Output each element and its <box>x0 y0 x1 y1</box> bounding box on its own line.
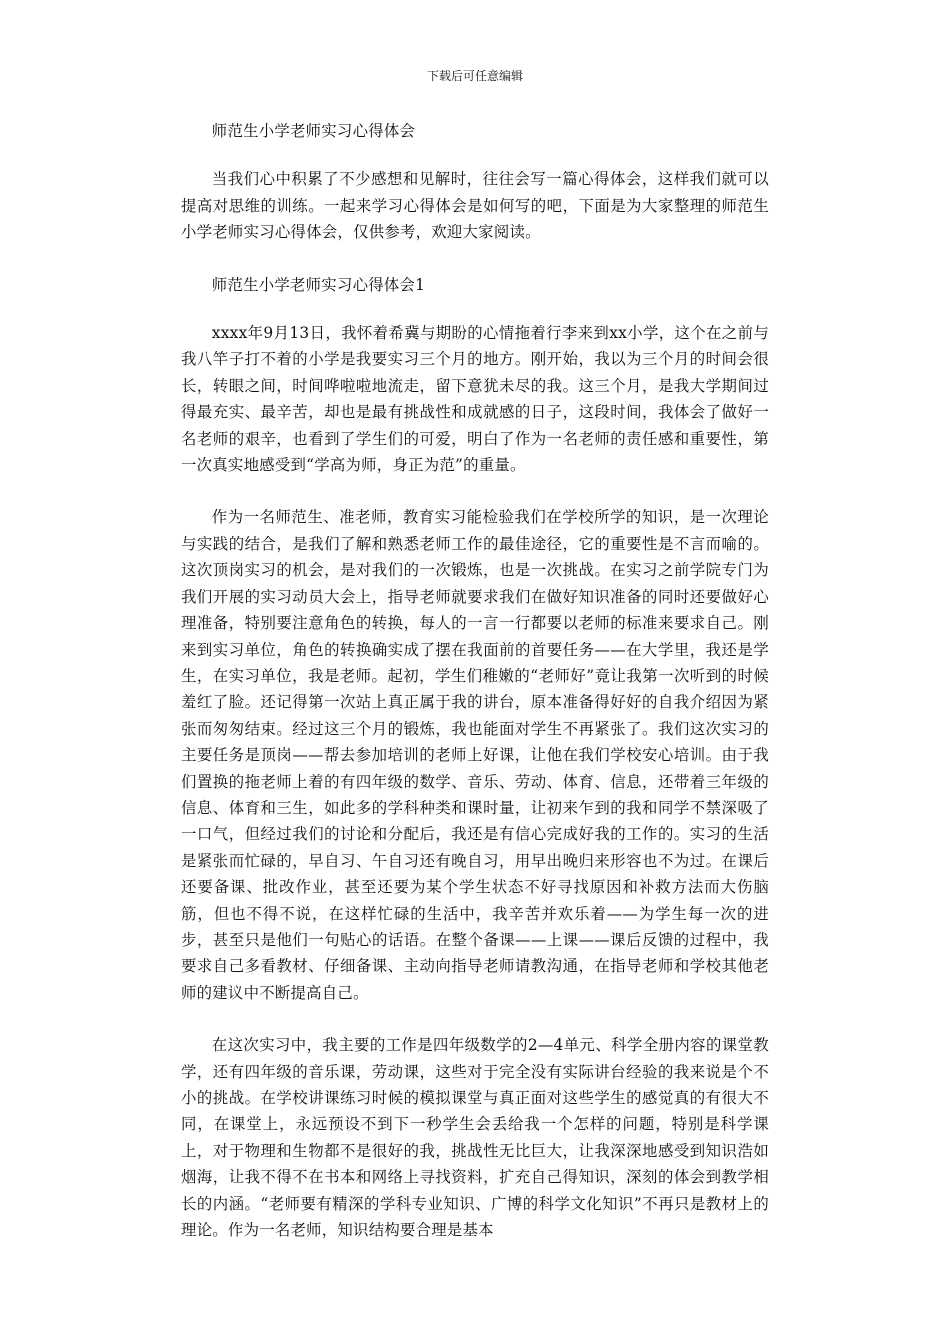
intro-paragraph: 当我们心中积累了不少感想和见解时，往往会写一篇心得体会，这样我们就可以提高对思维的训练。一起来学习心得体会是如何写的吧，下面是为大家整理的师范生小学老师实习心得体会，仅供参考，欢迎大家阅读。 <box>181 170 769 242</box>
document-body <box>181 118 769 1269</box>
page-header-note: 下载后可任意编辑 <box>426 69 523 83</box>
body-paragraph-1: xxxx年9月13日，我怀着希冀与期盼的心情拖着行李来到xx小学，这个在之前与我八竿子打不着的小学是我要实习三个月的地方。刚开始，我以为三个月的时间会很长，转眼之间，时间哗啦啦地流走，留下意犹未尽的我。这三个月，是我大学期间过得最充实、最辛苦，却也是最有挑战性和成就感的日子，这段时间，我体会了做好一名老师的艰辛，也看到了学生们的可爱，明白了作为一名老师的责任感和重要性，第一次真实地感受到“学高为师，身正为范”的重量。 <box>181 324 769 475</box>
body-paragraph-2: 作为一名师范生、准老师，教育实习能检验我们在学校所学的知识，是一次理论与实践的结合，是我们了解和熟悉老师工作的最佳途径，它的重要性是不言而喻的。这次顶岗实习的机会，是对我们的一次锻炼，也是一次挑战。在实习之前学院专门为我们开展的实习动员大会上，指导老师就要求我们在做好知识准备的同时还要做好心理准备，特别要注意角色的转换，每人的一言一行都要以老师的标准来要求自己。刚来到实习单位，角色的转换确实成了摆在我面前的首要任务——在大学里，我还是学生，在实习单位，我是老师。起初，学生们稚嫩的“老师好”竟让我第一次听到的时候羞红了脸。还记得第一次站上真正属于我的讲台，原本准备得好好的自我介绍因为紧张而匆匆结束。经过这三个月的锻炼，我也能面对学生不再紧张了。我们这次实习的主要任务是顶岗——帮去参加培训的老师上好课，让他在我们学校安心培训。由于我们置换的拖老师上着的有四年级的数学、音乐、劳动、体育、信息，还带着三年级的信息、体育和三生，如此多的学科种类和课时量，让初来乍到的我和同学不禁深吸了一口气，但经过我们的讨论和分配后，我还是有信心完成好我的工作的。实习的生活是紧张而忙碌的，早自习、午自习还有晚自习，用早出晚归来形容也不为过。在课后还要备课、批改作业，甚至还要为某个学生状态不好寻找原因和补救方法而大伤脑筋，但也不得不说，在这样忙碌的生活中，我辛苦并欢乐着——为学生每一次的进步，甚至只是他们一句贴心的话语。在整个备课——上课——课后反馈的过程中，我要求自己多看教材、仔细备课、主动向指导老师请教沟通，在指导老师和学校其他老师的建议中不断提高自己。 <box>181 508 769 1002</box>
section-title: 师范生小学老师实习心得体会1 <box>211 275 426 294</box>
document-title: 师范生小学老师实习心得体会 <box>211 122 416 140</box>
body-paragraph-3: 在这次实习中，我主要的工作是四年级数学的2—4单元、科学全册内容的课堂教学，还有四年级的音乐课，劳动课，这些对于完全没有实际讲台经验的我来说是个不小的挑战。在学校讲课练习时候的模拟课堂与真正面对这些学生的感觉真的有很大不同，在课堂上，永远预设不到下一秒学生会丢给我一个怎样的问题，特别是科学课上，对于物理和生物都不是很好的我，挑战性无比巨大，让我深深地感受到知识浩如烟海，让我不得不在书本和网络上寻找资料，扩充自己得知识，深刻的体会到教学相长的内涵。“老师要有精深的学科专业知识、广博的科学文化知识”不再只是教材上的理论。作为一名老师，知识结构要合理是基本 <box>181 1036 769 1240</box>
